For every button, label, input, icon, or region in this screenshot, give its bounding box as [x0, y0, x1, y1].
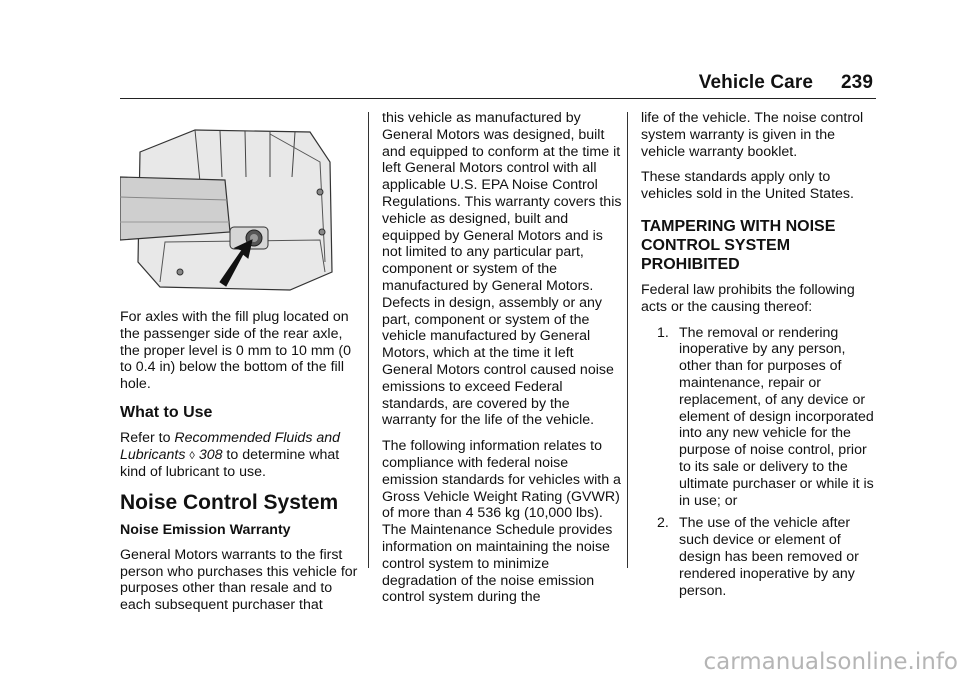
refer-suffix: to determine what kind of lubricant to use.: [120, 446, 340, 481]
warranty-paragraph-cont: this vehicle as manufactured by General Motors was designed, built and equipped to conform at the time it left General Motors control with all applicable U.S. EPA Noise Control Regulations. This warranty covers this vehicle as designed, built and equipped by General Motors and is not limited to any particular part, component or system of the manufactured by General Motors. Defects in design, assembly or any part, component or system of the vehicle manufactured by General Motors, which at the time it left General Motors control caused noise emissions to exceed Federal standards, are covered by the warranty for the life of the vehicle.: [382, 110, 622, 429]
column-2: [382, 110, 622, 615]
page-number: 239: [840, 72, 873, 93]
federal-law-paragraph: Federal law prohibits the following acts or the causing thereof:: [641, 281, 855, 315]
watermark: carmanualsonline.info: [703, 649, 958, 675]
refer-paragraph: [120, 430, 360, 481]
page-ref-arrow-icon: ◊: [189, 449, 195, 462]
life-paragraph: life of the vehicle. The noise control system warranty is given in the vehicle warranty booklet.: [641, 110, 864, 160]
recommended-fluids-link[interactable]: Recommended Fluids and Lubricants: [120, 429, 341, 463]
noise-control-heading: Noise Control System: [120, 491, 339, 515]
list-number: 2.: [657, 515, 669, 532]
list-text: The use of the vehicle after such device or element of design has been removed or rendered inoperative by any person.: [679, 515, 859, 599]
axle-illustration: [120, 122, 346, 297]
warranty-subheading: Noise Emission Warranty: [120, 521, 291, 538]
page-ref-number[interactable]: 308: [198, 446, 223, 463]
warranty-paragraph-start: General Motors warrants to the first person who purchases this vehicle for purposes other than resale and to each subsequent purchaser that: [120, 546, 358, 614]
prohibited-acts-list: [641, 325, 881, 600]
column-divider-2: [627, 112, 628, 568]
list-text: The removal or rendering inoperative by any person, other than for purposes of maintenance, repair or replacement, of any device or element of design incorporated into any new vehicle for the purpose of noise control, prior to its sale or delivery to the ultimate purchaser or while it is in use; or: [679, 324, 874, 509]
fill-plug-paragraph: For axles with the fill plug located on the passenger side of the rear axle, the proper level is 0 mm to 10 mm (0 to 0.4 in) below the bottom of the fill hole.: [120, 309, 352, 393]
column-1: [120, 122, 360, 623]
tampering-heading: TAMPERING WITH NOISE CONTROL SYSTEM PROHIBITED: [641, 217, 836, 273]
column-divider-1: [368, 112, 369, 568]
list-item: [641, 515, 881, 599]
list-number: 1.: [657, 324, 669, 341]
following-info-paragraph: The following information relates to compliance with federal noise emission standards for vehicles with a Gross Vehicle Weight Rating (GVWR) of more than 4 536 kg (10,000 lbs). The Maintenance Schedule provides information on maintaining the noise control system to minimize degradation of the noise emission control system during the: [382, 438, 621, 606]
rear-axle-fill-plug-figure: [120, 122, 346, 297]
section-title: Vehicle Care: [698, 72, 813, 93]
list-item: [641, 325, 881, 510]
page-header: [699, 72, 873, 94]
header-rule: [120, 98, 876, 99]
refer-prefix: Refer to: [120, 429, 175, 446]
column-3: [641, 110, 881, 605]
standards-paragraph: These standards apply only to vehicles sold in the United States.: [641, 169, 854, 203]
what-to-use-heading: What to Use: [120, 403, 213, 421]
